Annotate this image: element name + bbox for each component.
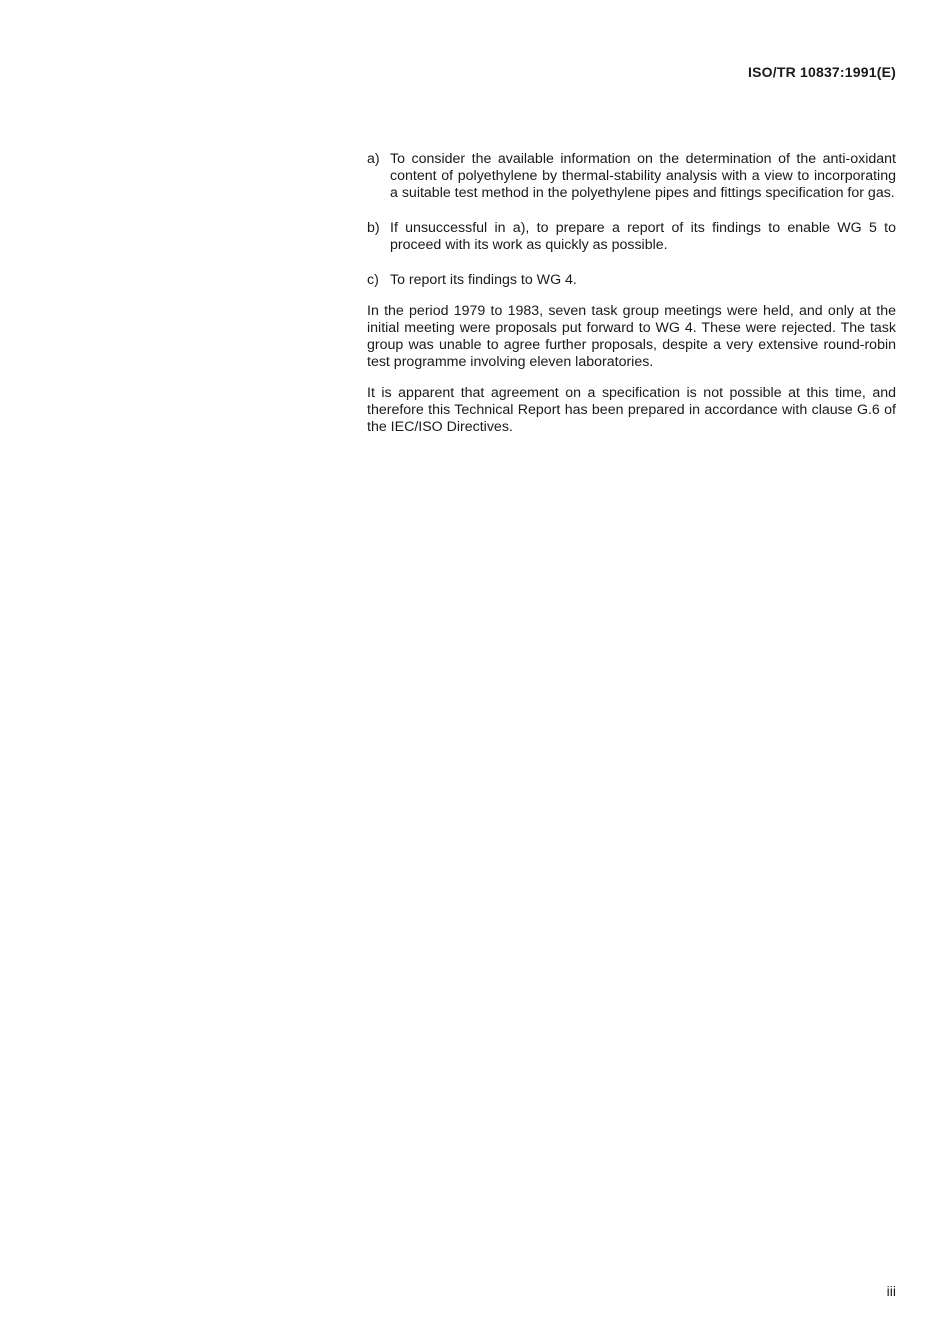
list-marker: c) bbox=[367, 272, 379, 288]
list-marker: b) bbox=[367, 220, 380, 236]
list-item-a bbox=[367, 151, 896, 202]
list-item-b bbox=[367, 220, 896, 254]
list-marker: a) bbox=[367, 151, 380, 167]
list-item-c bbox=[367, 272, 896, 289]
list-item-text: If unsuccessful in a), to prepare a report of its findings to enable WG 5 to proceed with its work as quickly as possible. bbox=[390, 220, 896, 253]
list-item-text: To consider the available information on the determination of the anti-oxidant content of polyethylene by thermal-stability analysis with a view to incorporating a suitable test method in the polyethylene pipes and fittings specification for gas. bbox=[390, 151, 896, 201]
paragraph-technical-report-rationale: It is apparent that agreement on a specification is not possible at this time, and therefore this Technical Report has been prepared in accordance with clause G.6 of the IEC/ISO Directives. bbox=[367, 385, 896, 435]
body-text-column bbox=[367, 151, 896, 450]
document-id-header: ISO/TR 10837:1991(E) bbox=[748, 64, 896, 80]
paragraph-task-group-history: In the period 1979 to 1983, seven task group meetings were held, and only at the initial meeting were proposals put forward to WG 4. These were rejected. The task group was unable to agree further proposals, despite a very extensive round-robin test programme involving eleven laboratories. bbox=[367, 303, 896, 370]
page-number: iii bbox=[886, 1283, 896, 1299]
list-item-text: To report its findings to WG 4. bbox=[390, 272, 577, 288]
